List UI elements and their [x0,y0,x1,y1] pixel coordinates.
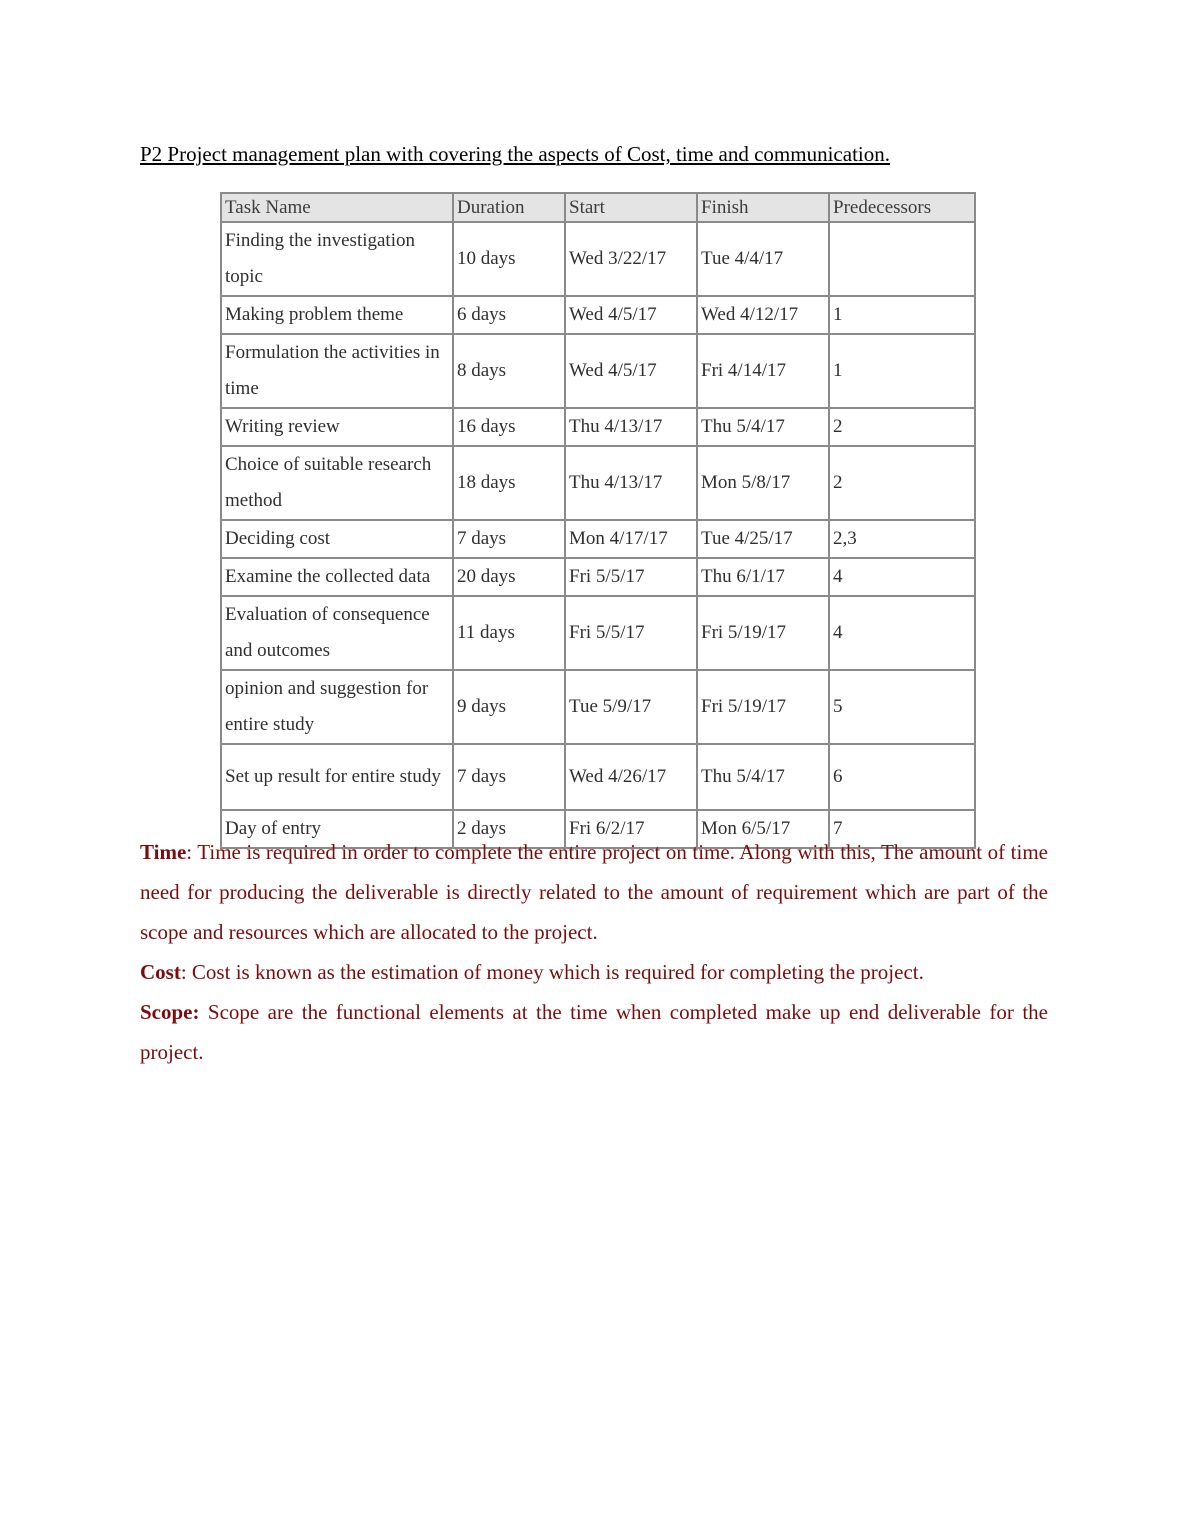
start-cell: Fri 5/5/17 [565,596,697,670]
predecessors-cell [829,222,975,296]
duration-cell: 10 days [453,222,565,296]
time-label: Time [140,840,187,864]
finish-cell: Fri 5/19/17 [697,596,829,670]
finish-cell: Thu 6/1/17 [697,558,829,596]
task-name-cell: Finding the investigation topic [221,222,453,296]
task-name-cell: Evaluation of consequence and outcomes [221,596,453,670]
start-cell: Tue 5/9/17 [565,670,697,744]
header-start: Start [565,193,697,222]
task-name-cell: Day of entry [221,810,453,848]
finish-cell: Fri 5/19/17 [697,670,829,744]
task-name-cell: Examine the collected data [221,558,453,596]
duration-cell: 6 days [453,296,565,334]
duration-cell: 20 days [453,558,565,596]
table-row [221,520,975,558]
task-name-cell: Making problem theme [221,296,453,334]
scope-label: Scope: [140,1000,200,1024]
table-header-row [221,193,975,222]
table-row [221,446,975,520]
duration-cell: 2 days [453,810,565,848]
task-name-cell: Set up result for entire study [221,744,453,810]
start-cell: Wed 3/22/17 [565,222,697,296]
table-row [221,408,975,446]
finish-cell: Fri 4/14/17 [697,334,829,408]
finish-cell: Wed 4/12/17 [697,296,829,334]
table-row [221,596,975,670]
time-paragraph [140,832,1048,952]
predecessors-cell: 4 [829,558,975,596]
predecessors-cell: 7 [829,810,975,848]
duration-cell: 8 days [453,334,565,408]
body-paragraphs [140,832,1048,1072]
cost-label: Cost [140,960,181,984]
predecessors-cell: 5 [829,670,975,744]
header-predecessors: Predecessors [829,193,975,222]
duration-cell: 9 days [453,670,565,744]
task-table-container [220,192,976,849]
cost-paragraph [140,952,1048,992]
task-name-cell: opinion and suggestion for entire study [221,670,453,744]
duration-cell: 16 days [453,408,565,446]
predecessors-cell: 6 [829,744,975,810]
scope-text: Scope are the functional elements at the time when completed make up end deliverable for the project. [140,1000,1048,1064]
start-cell: Thu 4/13/17 [565,446,697,520]
finish-cell: Mon 5/8/17 [697,446,829,520]
predecessors-cell: 1 [829,334,975,408]
start-cell: Fri 5/5/17 [565,558,697,596]
finish-cell: Thu 5/4/17 [697,408,829,446]
table-row [221,334,975,408]
start-cell: Wed 4/5/17 [565,334,697,408]
predecessors-cell: 1 [829,296,975,334]
finish-cell: Mon 6/5/17 [697,810,829,848]
duration-cell: 7 days [453,744,565,810]
table-row [221,296,975,334]
predecessors-cell: 2,3 [829,520,975,558]
finish-cell: Tue 4/25/17 [697,520,829,558]
header-duration: Duration [453,193,565,222]
task-name-cell: Choice of suitable research method [221,446,453,520]
header-task-name: Task Name [221,193,453,222]
start-cell: Wed 4/26/17 [565,744,697,810]
start-cell: Thu 4/13/17 [565,408,697,446]
finish-cell: Tue 4/4/17 [697,222,829,296]
predecessors-cell: 2 [829,408,975,446]
table-row [221,744,975,810]
predecessors-cell: 4 [829,596,975,670]
duration-cell: 18 days [453,446,565,520]
start-cell: Wed 4/5/17 [565,296,697,334]
page-heading: P2 Project management plan with covering the aspects of Cost, time and communication. [140,142,890,166]
scope-paragraph [140,992,1048,1072]
task-name-cell: Writing review [221,408,453,446]
task-name-cell: Formulation the activities in time [221,334,453,408]
predecessors-cell: 2 [829,446,975,520]
start-cell: Mon 4/17/17 [565,520,697,558]
task-name-cell: Deciding cost [221,520,453,558]
task-table [220,192,976,849]
duration-cell: 11 days [453,596,565,670]
table-row [221,222,975,296]
table-row [221,670,975,744]
duration-cell: 7 days [453,520,565,558]
header-finish: Finish [697,193,829,222]
finish-cell: Thu 5/4/17 [697,744,829,810]
time-text: : Time is required in order to complete the entire project on time. Along with this, The amount of time need for producing the deliverable is directly related to the amount of requirement which are part of the scope and resources which are allocated to the project. [140,840,1048,944]
start-cell: Fri 6/2/17 [565,810,697,848]
cost-text: : Cost is known as the estimation of money which is required for completing the project. [180,960,924,984]
table-row [221,558,975,596]
